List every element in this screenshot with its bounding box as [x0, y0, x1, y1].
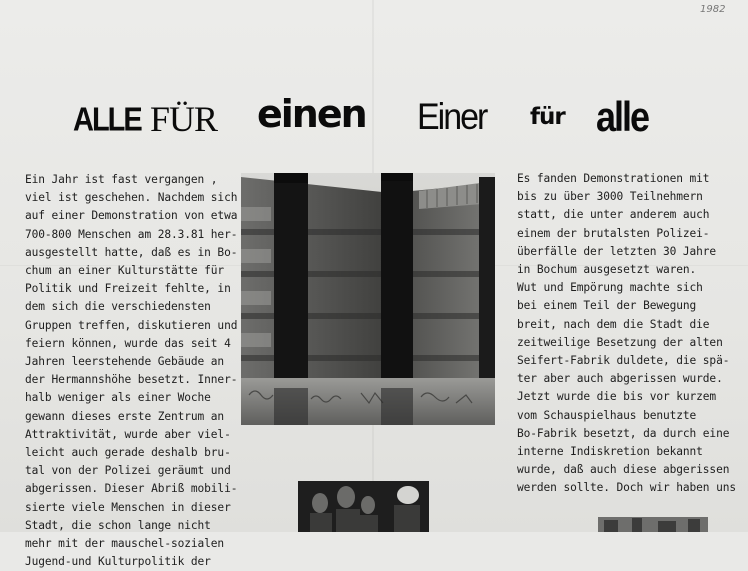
crowd-photo	[298, 481, 429, 532]
left-column-line: abgerissen. Dieser Abriß mobili-	[25, 482, 238, 496]
photo-fragment-illustration	[598, 517, 708, 532]
right-column-line: zeitweilige Besetzung der alten	[517, 335, 723, 349]
left-column-line: ausgestellt hatte, daß es in Bo-	[25, 245, 238, 259]
handwritten-year-note: 1982	[700, 4, 726, 15]
right-column-line: ter aber auch abgerissen wurde.	[517, 372, 723, 386]
left-column-line: 700-800 Menschen am 28.3.81 her-	[25, 227, 238, 241]
left-column-line: chum an einer Kulturstätte für	[25, 264, 225, 278]
left-column-line: der Hermannshöhe besetzt. Inner-	[25, 373, 238, 387]
building-photo	[241, 173, 495, 425]
right-column-line: Bo-Fabrik besetzt, da durch eine	[517, 426, 730, 440]
right-column-line: einem der brutalsten Polizei-	[517, 226, 710, 240]
left-column-line: feiern können, wurde das seit 4	[25, 336, 231, 350]
right-column-line: wurde, daß auch diese abgerissen	[517, 463, 730, 477]
left-column-line: gewann dieses erste Zentrum an	[25, 409, 225, 423]
right-column-line: Seifert-Fabrik duldete, die spä-	[517, 354, 730, 368]
left-column-line: Gruppen treffen, diskutieren und	[25, 318, 238, 332]
right-column-line: bei einem Teil der Bewegung	[517, 299, 697, 313]
article-column-left	[25, 171, 240, 571]
right-column-line: Jetzt wurde die bis vor kurzem	[517, 390, 717, 404]
right-column-line: interne Indiskretion bekannt	[517, 445, 703, 459]
left-column-line: Stadt, die schon lange nicht	[25, 518, 211, 532]
right-column-line: in Bochum ausgesetzt waren.	[517, 263, 697, 277]
headline-word-fuer-upper: FÜR	[150, 99, 218, 139]
left-column-line: halb weniger als einer Woche	[25, 391, 211, 405]
right-column-line: breit, nach dem die Stadt die	[517, 317, 710, 331]
left-column-line: leicht auch gerade deshalb bru-	[25, 446, 231, 460]
left-column-line: Jugend-und Kulturpolitik der	[25, 555, 211, 569]
right-column-line: werden sollte. Doch wir haben uns	[517, 481, 736, 495]
left-column-line: Politik und Freizeit fehlte, in	[25, 282, 231, 296]
left-column-line: Ein Jahr ist fast vergangen ,	[25, 173, 218, 186]
right-column-line: statt, die unter anderem auch	[517, 208, 710, 222]
left-column-line: mehr mit der mauschel-sozialen	[25, 537, 225, 551]
left-column-line: Jahren leerstehende Gebäude an	[25, 355, 225, 369]
crowd-photo-illustration	[298, 481, 429, 532]
right-column-line: überfälle der letzten 30 Jahre	[517, 244, 717, 258]
headline-word-einen: einen	[257, 92, 366, 136]
left-column-line: auf einer Demonstration von etwa	[25, 209, 238, 223]
left-column-line: Attraktivität, wurde aber viel-	[25, 427, 231, 441]
right-column-line: vom Schauspielhaus benutzte	[517, 408, 697, 422]
collage-headline	[0, 88, 748, 148]
headline-word-fuer: für	[530, 104, 565, 130]
headline-word-alle-upper: ALLE	[73, 101, 141, 139]
headline-word-einer: Einer	[417, 96, 487, 138]
headline-word-alle: alle	[596, 92, 649, 140]
right-column-line: bis zu über 3000 Teilnehmern	[517, 190, 703, 204]
right-column-line: Wut und Empörung machte sich	[517, 281, 703, 295]
right-column-line: Es fanden Demonstrationen mit	[517, 172, 710, 185]
building-photo-illustration	[241, 173, 495, 425]
article-column-right	[517, 170, 742, 498]
photo-fragment	[598, 517, 708, 532]
left-column-line: viel ist geschehen. Nachdem sich	[25, 191, 238, 205]
left-column-line: tal von der Polizei geräumt und	[25, 464, 231, 478]
left-column-line: sierte viele Menschen in dieser	[25, 500, 231, 514]
left-column-line: dem sich die verschiedensten	[25, 300, 211, 314]
